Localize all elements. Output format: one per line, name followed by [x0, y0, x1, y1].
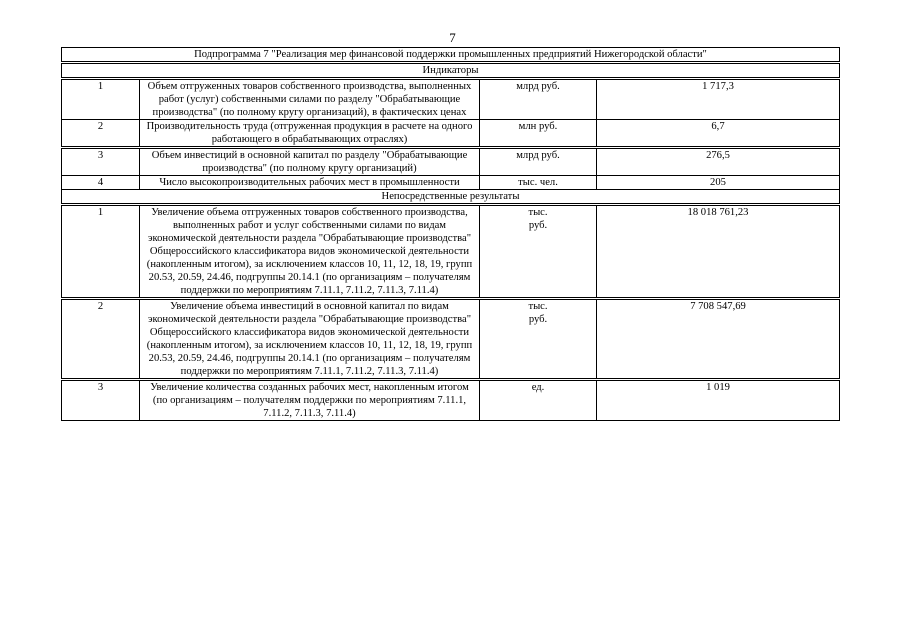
row-number: 3 [62, 148, 140, 176]
row-number: 4 [62, 176, 140, 190]
table-row [62, 299, 840, 380]
row-value: 205 [597, 176, 840, 190]
row-unit: млрд руб. [480, 79, 597, 120]
table-row [62, 205, 840, 299]
row-number: 1 [62, 79, 140, 120]
results-header: Непосредственные результаты [62, 190, 840, 205]
row-unit: тыс. руб. [480, 299, 597, 380]
row-number: 2 [62, 120, 140, 148]
row-unit: млн руб. [480, 120, 597, 148]
results-header-row [62, 190, 840, 205]
row-number: 1 [62, 205, 140, 299]
subprogram-title-row [62, 48, 840, 63]
table-row [62, 176, 840, 190]
row-value: 1 717,3 [597, 79, 840, 120]
subprogram-title: Подпрограмма 7 "Реализация мер финансовой поддержки промышленных предприятий Нижегородской области" [62, 48, 840, 63]
indicators-header-row [62, 63, 840, 79]
row-value: 276,5 [597, 148, 840, 176]
row-unit: млрд руб. [480, 148, 597, 176]
table-row [62, 380, 840, 421]
row-value: 6,7 [597, 120, 840, 148]
row-description: Число высокопроизводительных рабочих мест в промышленности [140, 176, 480, 190]
table-row [62, 120, 840, 148]
row-value: 18 018 761,23 [597, 205, 840, 299]
indicators-table [61, 47, 840, 421]
row-description: Увеличение количества созданных рабочих мест, накопленным итогом (по организациям – получателям поддержки по мероприятиям 7.11.1, 7.11.2, 7.11.3, 7.11.4) [140, 380, 480, 421]
row-number: 3 [62, 380, 140, 421]
table-row [62, 79, 840, 120]
row-description: Увеличение объема отгруженных товаров собственного производства, выполненных работ и услуг собственными силами по видам экономической деятельности раздела "Обрабатывающие производства" Общероссийского классификатора видов экономической деятельности (накопленным итогом), за исключением классов 10, 11, 12, 18, 19, групп 20.53, 20.59, 24.46, подгруппы 20.14.1 (по организациям – получателям поддержки по мероприятиям 7.11.1, 7.11.2, 7.11.3, 7.11.4) [140, 205, 480, 299]
indicators-header: Индикаторы [62, 63, 840, 79]
row-description: Увеличение объема инвестиций в основной капитал по видам экономической деятельности раздела "Обрабатывающие производства" Общероссийского классификатора видов экономической деятельности (накопленным итогом), за исключением классов 10, 11, 12, 18, 19, групп 20.53, 20.59, 24.46, подгруппы 20.14.1 (по организациям – получателям поддержки по мероприятиям 7.11.1, 7.11.2, 7.11.3, 7.11.4) [140, 299, 480, 380]
row-description: Объем инвестиций в основной капитал по разделу "Обрабатывающие производства" (по полному кругу организаций) [140, 148, 480, 176]
row-value: 7 708 547,69 [597, 299, 840, 380]
row-description: Объем отгруженных товаров собственного производства, выполненных работ (услуг) собственными силами по разделу "Обрабатывающие производства" (по полному кругу организаций), в фактических ценах [140, 79, 480, 120]
row-unit: тыс. руб. [480, 205, 597, 299]
row-unit: ед. [480, 380, 597, 421]
row-number: 2 [62, 299, 140, 380]
table-row [62, 148, 840, 176]
row-unit: тыс. чел. [480, 176, 597, 190]
row-description: Производительность труда (отгруженная продукция в расчете на одного работающего в обрабатывающих отраслях) [140, 120, 480, 148]
row-value: 1 019 [597, 380, 840, 421]
page-number: 7 [449, 30, 456, 45]
